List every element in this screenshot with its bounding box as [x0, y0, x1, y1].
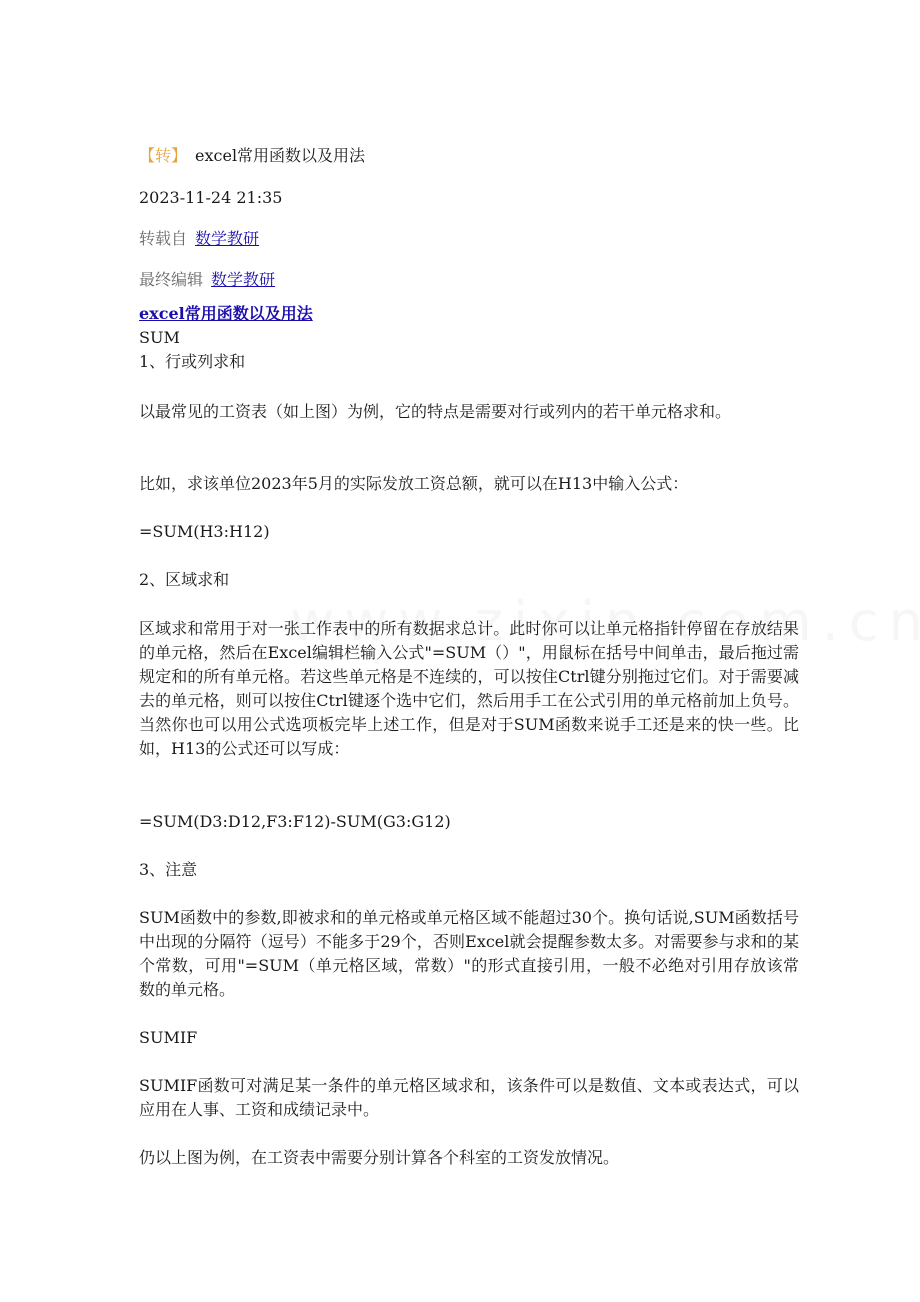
section1-paragraph1: 以最常见的工资表（如上图）为例，它的特点是需要对行或列内的若干单元格求和。 [139, 402, 732, 421]
section2-heading: 2、区域求和 [139, 570, 230, 589]
section3-heading: 3、注意 [139, 860, 198, 879]
reposted-from-label: 转载自 [139, 229, 188, 248]
heading-sumif: SUMIF [139, 1028, 198, 1047]
edited-by-link[interactable]: 数学教研 [211, 270, 276, 289]
post-title-line [139, 145, 365, 167]
section1-heading: 1、行或列求和 [139, 352, 246, 371]
reposted-from [139, 228, 259, 250]
edited-by [139, 269, 275, 291]
section2-formula: =SUM(D3:D12,F3:F12)-SUM(G3:G12) [139, 812, 451, 831]
post-date: 2023-11-24 21:35 [139, 188, 283, 207]
reposted-from-link[interactable]: 数学教研 [195, 229, 260, 248]
section1-paragraph2: 比如，求该单位2023年5月的实际发放工资总额，就可以在H13中输入公式： [139, 474, 689, 493]
sumif-paragraph1: SUMIF函数可对满足某一条件的单元格区域求和，该条件可以是数值、文本或表达式，可以应用在人事、工资和成绩记录中。 [139, 1076, 799, 1119]
heading-sum: SUM [139, 328, 180, 347]
section2-paragraph1: 区域求和常用于对一张工作表中的所有数据求总计。此时你可以让单元格指针停留在存放结果的单元格，然后在Excel编辑栏输入公式"=SUM（）"，用鼠标在括号中间单击，最后拖过需规定和的所有单元格。若这些单元格是不连续的，可以按住Ctrl键分别拖过它们。对于需要减去的单元格，则可以按住Ctrl键逐个选中它们，然后用手工在公式引用的单元格前加上负号。当然你也可以用公式选项板完毕上述工作，但是对于SUM函数来说手工还是来的快一些。比如，H13的公式还可以写成： [139, 619, 799, 758]
edited-by-label: 最终编辑 [139, 270, 204, 289]
post-title: excel常用函数以及用法 [195, 146, 366, 165]
article-title-link[interactable]: excel常用函数以及用法 [139, 304, 313, 323]
section1-formula: =SUM(H3:H12) [139, 522, 270, 541]
repost-tag: 【转】 [139, 146, 188, 165]
section3-paragraph1: SUM函数中的参数,即被求和的单元格或单元格区域不能超过30个。换句话说,SUM函数括号中出现的分隔符（逗号）不能多于29个，否则Excel就会提醒参数太多。对需要参与求和的某个常数，可用"=SUM（单元格区域，常数）"的形式直接引用，一般不必绝对引用存放该常数的单元格。 [139, 908, 799, 999]
sumif-paragraph2: 仍以上图为例，在工资表中需要分别计算各个科室的工资发放情况。 [139, 1148, 620, 1167]
